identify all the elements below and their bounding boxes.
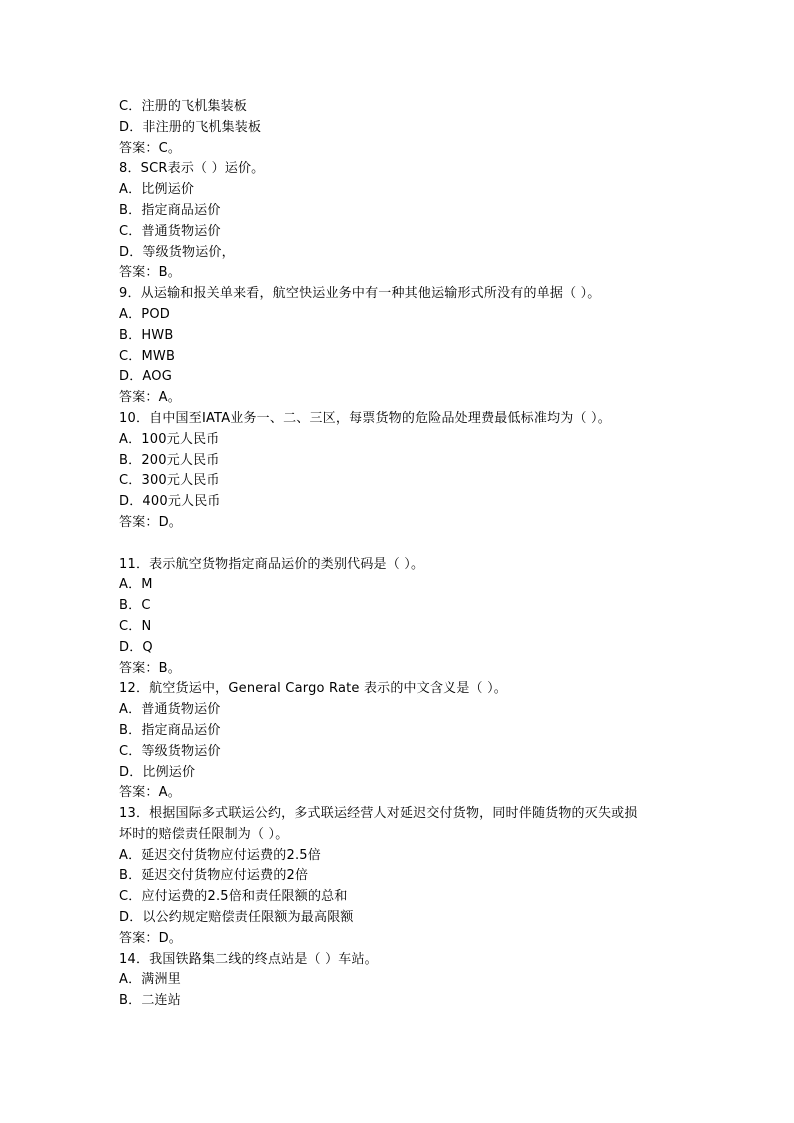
- option-b: B．指定商品运价: [119, 722, 221, 738]
- answer: 答案：D。: [119, 514, 183, 530]
- option-a: A．满洲里: [119, 972, 181, 988]
- option-a: A．100元人民币: [119, 431, 220, 447]
- question-11: 11．表示航空货物指定商品运价的类别代码是（ ）。: [119, 556, 425, 572]
- option-b: B．C: [119, 598, 151, 614]
- blank-line: [119, 534, 679, 555]
- option-a: A．延迟交付货物应付运费的2.5倍: [119, 847, 321, 863]
- option-c: C．等级货物运价: [119, 743, 221, 759]
- option-a: A．比例运价: [119, 182, 195, 198]
- option-c: C．注册的飞机集装板: [119, 99, 248, 114]
- option-d: D．比例运价: [119, 764, 196, 780]
- question-13: 13．根据国际多式联运公约，多式联运经营人对延迟交付货物，同时伴随货物的灭失或损: [119, 806, 638, 822]
- document-body: [119, 97, 679, 1012]
- option-a: A．普通货物运价: [119, 702, 221, 718]
- answer: 答案：D。: [119, 930, 183, 946]
- option-a: A．POD: [119, 306, 170, 322]
- option-b: B．延迟交付货物应付运费的2倍: [119, 868, 309, 884]
- option-d: D．400元人民币: [119, 494, 221, 510]
- option-c: C．应付运费的2.5倍和责任限额的总和: [119, 889, 348, 905]
- option-b: B．HWB: [119, 327, 174, 343]
- option-a: A．M: [119, 577, 153, 593]
- option-d: D．非注册的飞机集装板: [119, 119, 262, 135]
- option-d: D．等级货物运价，: [119, 244, 235, 260]
- option-c: C．普通货物运价: [119, 223, 221, 239]
- question-14: 14．我国铁路集二线的终点站是（ ）车站。: [119, 951, 378, 967]
- option-c: C．MWB: [119, 348, 176, 364]
- answer: 答案：B。: [119, 265, 181, 281]
- question-9: 9．从运输和报关单来看，航空快运业务中有一种其他运输形式所没有的单据（ ）。: [119, 286, 601, 302]
- option-d: D．AOG: [119, 369, 172, 385]
- answer: 答案：A。: [119, 390, 181, 406]
- answer: 答案：B。: [119, 660, 181, 676]
- question-8: 8．SCR表示（ ）运价。: [119, 161, 265, 177]
- question-12: 12．航空货运中，General Cargo Rate 表示的中文含义是（ ）。: [119, 681, 507, 697]
- option-b: B．200元人民币: [119, 452, 220, 468]
- question-13-continued: 坏时的赔偿责任限制为（ ）。: [119, 826, 289, 842]
- answer: 答案：C。: [119, 140, 182, 156]
- option-c: C．N: [119, 618, 152, 634]
- option-d: D．以公约规定赔偿责任限额为最高限额: [119, 910, 354, 926]
- option-b: B．指定商品运价: [119, 202, 221, 218]
- option-d: D．Q: [119, 639, 153, 655]
- question-10: 10．自中国至IATA业务一、二、三区，每票货物的危险品处理费最低标准均为（ ）。: [119, 410, 611, 426]
- option-c: C．300元人民币: [119, 473, 220, 489]
- answer: 答案：A。: [119, 785, 181, 801]
- option-b: B．二连站: [119, 993, 181, 1009]
